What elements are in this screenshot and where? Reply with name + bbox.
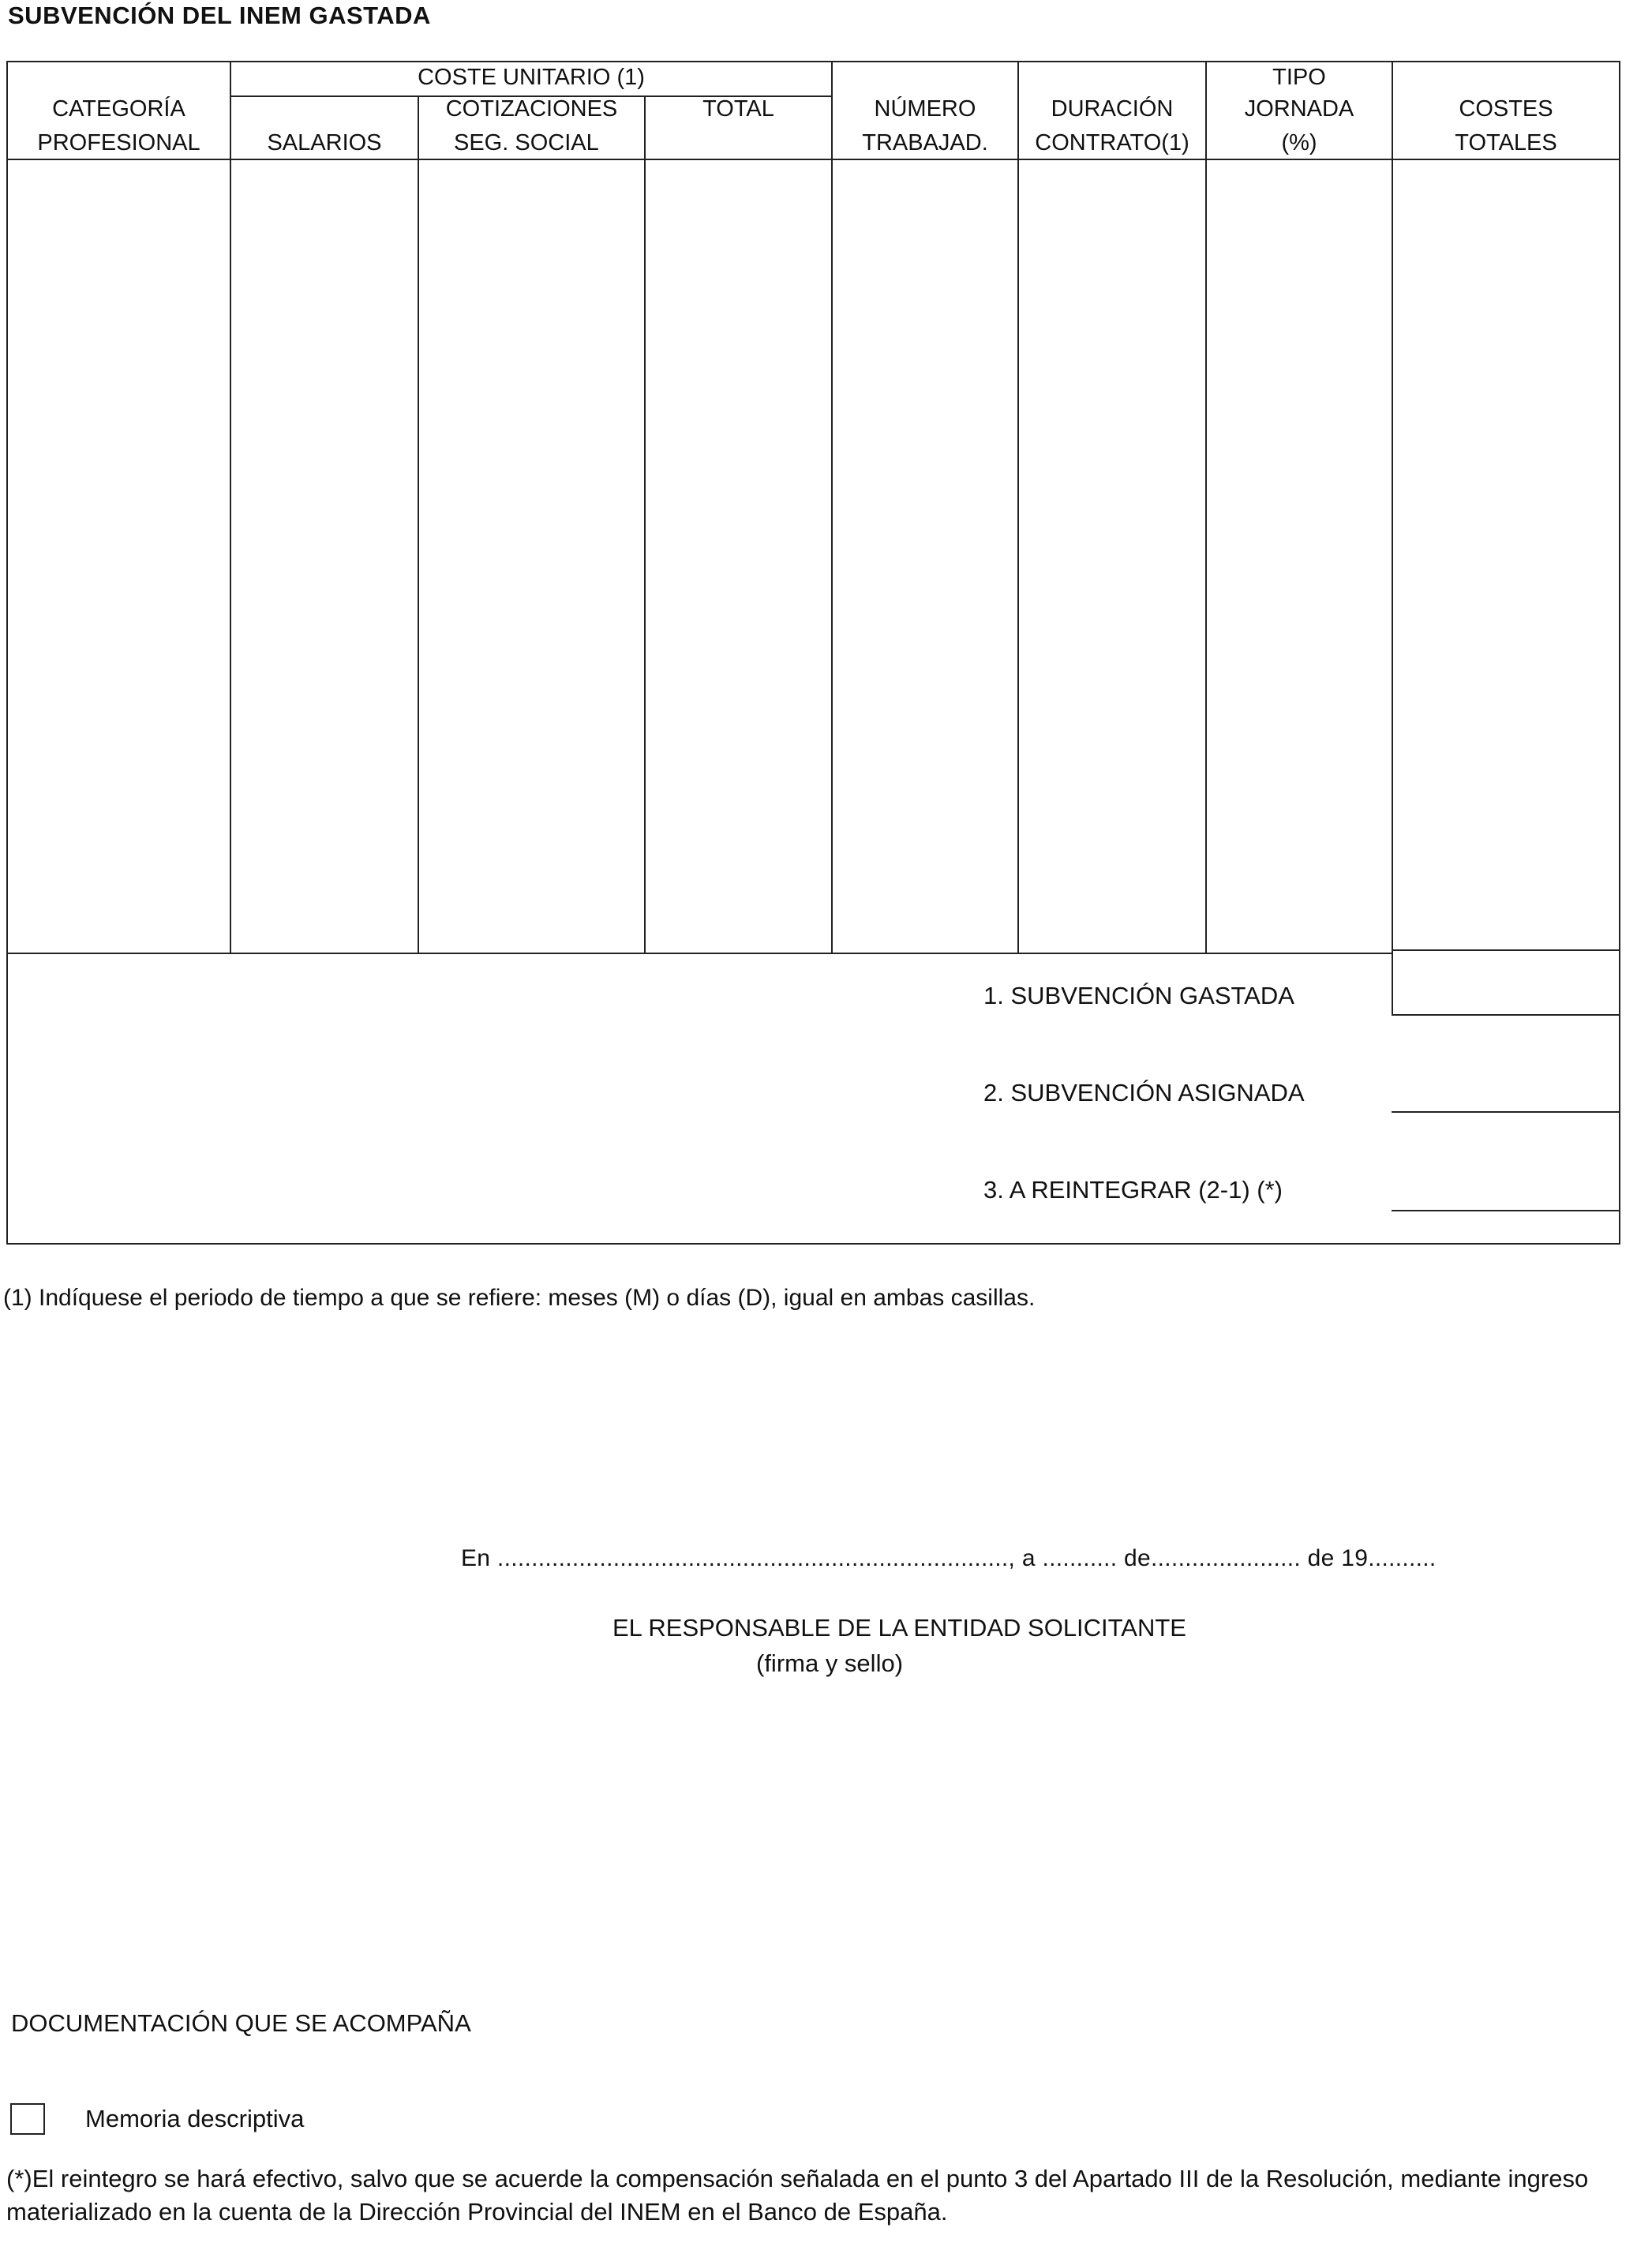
subvencion-asignada-label: 2. SUBVENCIÓN ASIGNADA [983, 1079, 1305, 1106]
totales-header: TOTALES [1455, 130, 1557, 155]
memoria-label: Memoria descriptiva [85, 2105, 305, 2132]
a-reintegrar-label: 3. A REINTEGRAR (2-1) (*) [983, 1176, 1283, 1204]
col-divider [831, 62, 833, 954]
contrato-header: CONTRATO(1) [1035, 130, 1189, 155]
documentation-heading: DOCUMENTACIÓN QUE SE ACOMPAÑA [11, 2009, 471, 2037]
col-divider [1392, 62, 1393, 1016]
costes-header: COSTES [1459, 96, 1553, 122]
place-date-line: En ..........................................................................., a ........... de...................... de 19.......... [461, 1545, 1437, 1571]
salarios-header: SALARIOS [267, 130, 382, 155]
period-note: (1) Indíquese el periodo de tiempo a que se refiere: meses (M) o días (D), igual en ambas casillas. [3, 1285, 1036, 1311]
jornada-pct-header: (%) [1281, 130, 1317, 155]
total-header: TOTAL [702, 96, 774, 122]
firma-label: (firma y sello) [756, 1649, 904, 1677]
col-divider [230, 62, 231, 954]
reintegrar-line [1392, 1210, 1619, 1211]
trabajad-header: TRABAJAD. [862, 130, 988, 155]
gastada-box-bottom [1392, 1014, 1619, 1016]
col-divider [1205, 62, 1207, 954]
col-divider [644, 95, 646, 954]
cotizaciones-header: COTIZACIONES [445, 96, 618, 122]
profesional-header: PROFESIONAL [37, 130, 200, 155]
costes-bottom-line [1392, 949, 1619, 951]
col-divider [418, 95, 419, 954]
col-divider [1017, 62, 1019, 954]
subvencion-gastada-label: 1. SUBVENCIÓN GASTADA [983, 982, 1294, 1009]
tipo-header: TIPO [1272, 65, 1326, 90]
body-bottom-line [8, 953, 1392, 954]
page-title: SUBVENCIÓN DEL INEM GASTADA [8, 2, 431, 29]
coste-unitario-header: COSTE UNITARIO (1) [418, 65, 645, 90]
jornada-header: JORNADA [1244, 96, 1354, 122]
cost-table [6, 61, 1620, 1245]
duracion-header: DURACIÓN [1051, 96, 1174, 122]
asignada-line [1392, 1111, 1619, 1113]
responsible-label: EL RESPONSABLE DE LA ENTIDAD SOLICITANTE [612, 1614, 1186, 1642]
seg-social-header: SEG. SOCIAL [454, 130, 599, 155]
memoria-checkbox[interactable] [10, 2103, 45, 2135]
reintegro-footnote: (*)El reintegro se hará efectivo, salvo que se acuerde la compensación señalada en el punto 3 del Apartado III de la Resolución, mediante ingreso materializado en la cuenta de la Dirección Provincial del INEM en el Banco de España. [6, 2165, 1589, 2226]
numero-header: NÚMERO [874, 96, 976, 122]
categoria-header: CATEGORÍA [52, 96, 185, 122]
